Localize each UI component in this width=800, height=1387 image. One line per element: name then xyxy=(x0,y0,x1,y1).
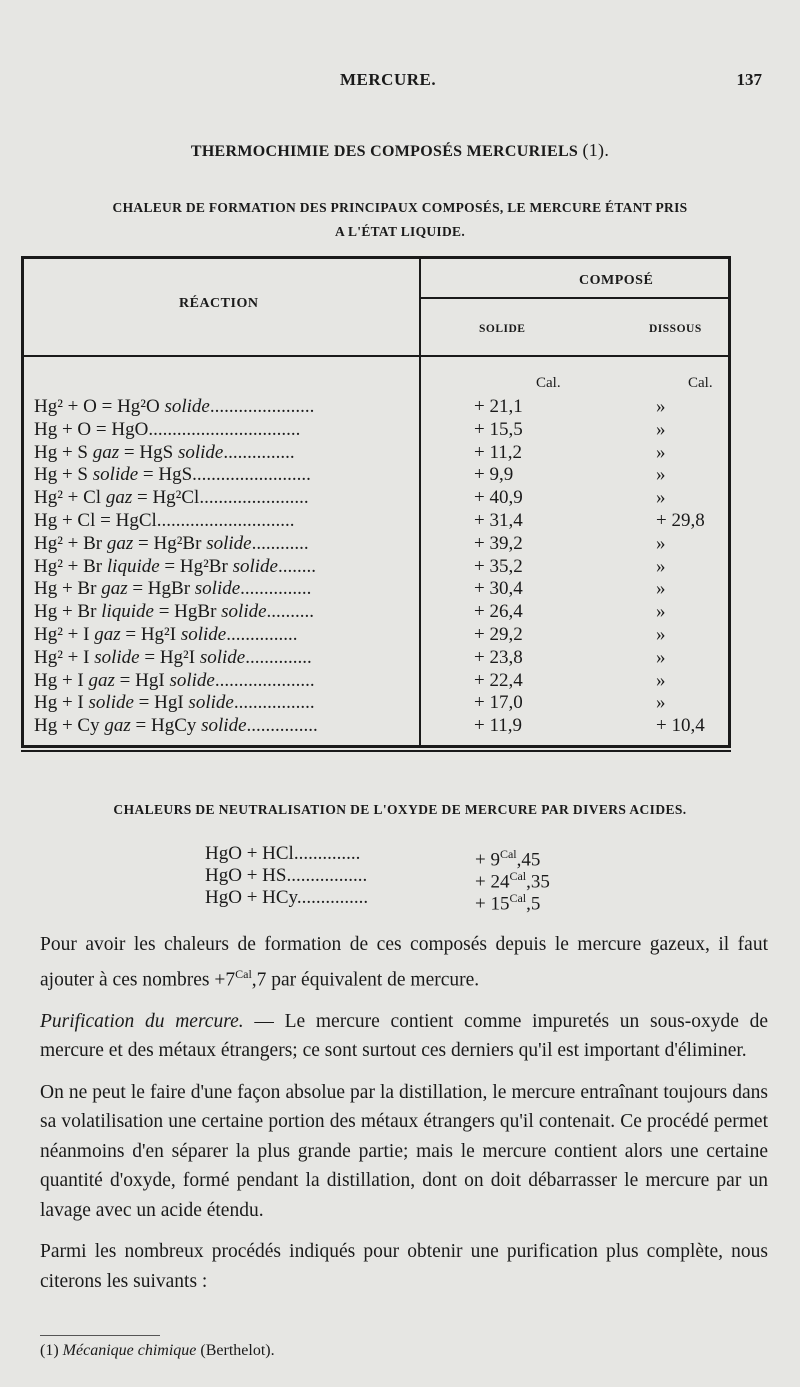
paragraph-2 xyxy=(40,1007,768,1066)
header-reaction: RÉACTION xyxy=(179,296,259,311)
neutralisation-reaction: HgO + HCl.............. xyxy=(205,843,361,864)
reaction-it2: solide xyxy=(199,646,246,668)
reaction-mid: = Hg²Br xyxy=(133,532,207,554)
table-row xyxy=(34,419,724,442)
reaction-mid: = HgCy xyxy=(130,715,202,737)
reaction-it: gaz xyxy=(94,623,121,645)
footnote xyxy=(40,1342,275,1360)
reaction-pre: Hg² + Br xyxy=(34,555,107,577)
reaction-it: solide xyxy=(94,646,140,668)
reaction-mid: = Hg²Br xyxy=(159,555,233,577)
reaction-equation xyxy=(34,510,414,533)
reaction-mid: = Hg²I xyxy=(139,646,200,668)
reaction-equation xyxy=(34,601,414,624)
reaction-equation xyxy=(34,396,414,419)
reaction-dots: ..................... xyxy=(214,669,315,691)
dissous-value: » xyxy=(656,692,666,714)
footnote-author: (Berthelot). xyxy=(196,1342,275,1359)
compose-header-rule xyxy=(419,297,728,299)
neutralisation-row xyxy=(205,865,625,893)
reaction-it2: solide xyxy=(232,555,278,577)
reaction-dots: ........ xyxy=(277,555,316,577)
reaction-pre: Hg² + O = Hg²O xyxy=(34,396,165,417)
reaction-equation xyxy=(34,556,414,579)
reaction-dots: .............. xyxy=(245,646,312,668)
solid-value: + 30,4 xyxy=(474,578,523,600)
table-row xyxy=(34,556,724,579)
reaction-mid: = Hg²Cl xyxy=(132,487,200,509)
dissous-value: » xyxy=(656,555,666,577)
reaction-it: gaz xyxy=(92,441,120,463)
reaction-it: gaz xyxy=(88,669,115,691)
reaction-mid: = HgBr xyxy=(127,578,195,600)
reaction-mid: = HgI xyxy=(114,669,170,691)
paragraph-1-text-a: Pour avoir les chaleurs de formation de ces composés depuis le mercure gazeux, il faut ajouter à ces nombres +7 xyxy=(40,934,768,990)
dissous-value: » xyxy=(656,578,666,600)
reaction-it: solide xyxy=(92,464,139,486)
section-title xyxy=(0,140,800,161)
reaction-equation xyxy=(34,464,414,487)
header-solide: SOLIDE xyxy=(479,323,526,335)
header-bottom-rule xyxy=(24,355,728,357)
value-unit: Cal xyxy=(499,847,517,861)
reaction-equation xyxy=(34,578,414,601)
reaction-it: gaz xyxy=(101,578,128,600)
reaction-it2: solide xyxy=(206,532,252,554)
solid-value: + 29,2 xyxy=(474,623,523,645)
value-decimal: ,5 xyxy=(526,893,541,915)
reaction-it: gaz xyxy=(104,715,131,737)
table-row xyxy=(34,647,724,670)
page-number: 137 xyxy=(736,70,762,89)
reaction-dots: ............... xyxy=(226,623,298,645)
reaction-it2: solide xyxy=(169,669,215,691)
reaction-pre: Hg² + Cl xyxy=(34,487,106,509)
reaction-pre: Hg + S xyxy=(34,441,93,463)
paragraph-4: Parmi les nombreux procédés indiqués pour obtenir une purification plus complète, nous citerons les suivants : xyxy=(40,1241,768,1292)
value-main: + 15 xyxy=(475,893,510,915)
reaction-dots: ................. xyxy=(233,692,315,714)
reaction-equation xyxy=(34,670,414,693)
reaction-mid: = HgS xyxy=(119,441,178,463)
reaction-it: gaz xyxy=(105,487,133,509)
dissous-value: » xyxy=(656,669,666,691)
reaction-it: liquide xyxy=(101,601,154,623)
reaction-mid: = Hg²I xyxy=(120,623,181,645)
neutralisation-reaction: HgO + HS................. xyxy=(205,865,368,886)
paragraph-1 xyxy=(40,930,768,995)
paragraph-1-superscript: Cal xyxy=(235,966,252,981)
solid-value: + 23,8 xyxy=(474,646,523,668)
solid-value: + 15,5 xyxy=(474,418,523,440)
reaction-equation xyxy=(34,715,414,738)
reaction-dots: ...................... xyxy=(209,396,315,417)
table-caption-line-2: A L'ÉTAT LIQUIDE. xyxy=(334,224,465,239)
dissous-value: » xyxy=(656,464,666,486)
reaction-dots: ............ xyxy=(251,532,309,554)
section-title-text: THERMOCHIMIE DES COMPOSÉS MERCURIELS xyxy=(190,143,579,160)
neutralisation-list xyxy=(205,843,625,915)
value-unit: Cal xyxy=(509,869,527,883)
dissous-value: » xyxy=(656,532,666,554)
reaction-pre: Hg + Cl = HgCl xyxy=(34,509,157,531)
table-caption-line-1: CHALEUR DE FORMATION DES PRINCIPAUX COMPOSÉS, LE MERCURE ÉTANT PRIS xyxy=(112,200,688,215)
reaction-dots: ......................... xyxy=(192,464,311,486)
value-decimal: ,35 xyxy=(526,871,550,893)
reaction-equation xyxy=(34,692,414,715)
solid-value: + 21,1 xyxy=(474,396,523,417)
paragraph-1-text-b: ,7 par équivalent de mercure. xyxy=(251,969,480,990)
reaction-dots: ....................... xyxy=(199,487,309,509)
footnote-reference: (1). xyxy=(582,140,610,160)
reaction-pre: Hg² + I xyxy=(34,646,95,668)
reaction-equation xyxy=(34,419,414,442)
reaction-it2: solide xyxy=(201,715,247,737)
value-decimal: ,45 xyxy=(516,849,541,871)
reaction-equation xyxy=(34,533,414,556)
reaction-mid: = HgI xyxy=(133,692,189,714)
solid-value: + 9,9 xyxy=(474,464,514,486)
table-row xyxy=(34,601,724,624)
table-caption xyxy=(60,196,740,244)
dissous-value: » xyxy=(656,396,666,417)
dissous-value: » xyxy=(656,646,666,668)
table-row xyxy=(34,487,724,510)
reaction-pre: Hg² + Br xyxy=(34,532,107,554)
reaction-it2: solide xyxy=(177,441,224,463)
table-row xyxy=(34,510,724,533)
reaction-pre: Hg + S xyxy=(34,464,93,486)
solid-value: + 40,9 xyxy=(474,487,523,509)
reaction-it: solide xyxy=(88,692,134,714)
solid-value: + 39,2 xyxy=(474,532,523,554)
value-main: + 24 xyxy=(475,871,510,893)
table-body xyxy=(34,396,724,738)
reaction-it: liquide xyxy=(106,555,160,577)
reaction-dots: ............... xyxy=(223,441,295,463)
running-head xyxy=(40,70,762,94)
footnote-number: (1) xyxy=(40,1342,63,1359)
header-compose: COMPOSÉ xyxy=(579,273,654,288)
neutralisation-title: CHALEURS DE NEUTRALISATION DE L'OXYDE DE MERCURE PAR DIVERS ACIDES. xyxy=(113,802,687,817)
footnote-title: Mécanique chimique xyxy=(62,1342,197,1359)
table-row xyxy=(34,464,724,487)
reaction-equation xyxy=(34,624,414,647)
dissous-value: + 10,4 xyxy=(656,715,705,737)
formation-heat-table xyxy=(21,256,731,748)
reaction-dots: ............... xyxy=(240,578,312,600)
reaction-it2: solide xyxy=(194,578,241,600)
table-row xyxy=(34,670,724,693)
reaction-dots: ............... xyxy=(246,715,318,737)
unit-solid: Cal. xyxy=(536,375,561,391)
paragraph-2-text: — Le mercure contient comme impuretés un sous-oxyde de mercure et des métaux étrangers; ce sont surtout ces derniers qu'il est important d'éliminer. xyxy=(40,1010,768,1061)
reaction-it2: solide xyxy=(188,692,234,714)
paragraph-3: On ne peut le faire d'une façon absolue par la distillation, le mercure entraînant toujours dans sa volatilisation une certaine portion des métaux étrangers qu'il contenait. Ce procédé permet néanmoins d'en séparer la plus grande partie; mais le mercure contient alors une certaine quantité d'oxyde, formé pendant la distillation, dont on doit débarrasser le mercure par un lavage avec un acide étendu. xyxy=(40,1081,768,1221)
body-text xyxy=(40,930,768,1308)
reaction-equation xyxy=(34,442,414,465)
neutralisation-row xyxy=(205,887,625,915)
reaction-equation xyxy=(34,487,414,510)
solid-value: + 35,2 xyxy=(474,555,523,577)
reaction-pre: Hg + Br xyxy=(34,601,102,623)
header-dissous: DISSOUS xyxy=(649,323,702,335)
reaction-it2: solide xyxy=(180,623,227,645)
reaction-pre: Hg + I xyxy=(34,692,89,714)
dissous-value: » xyxy=(656,601,666,623)
solid-value: + 11,9 xyxy=(474,715,523,737)
solid-value: + 31,4 xyxy=(474,509,523,531)
dissous-value: + 29,8 xyxy=(656,509,705,531)
table-row xyxy=(34,624,724,647)
table-row xyxy=(34,533,724,556)
solid-value: + 26,4 xyxy=(474,601,523,623)
reaction-it2: solide xyxy=(221,601,267,623)
unit-dissous: Cal. xyxy=(688,375,713,391)
neutralisation-value xyxy=(475,887,540,915)
table-bottom-rule xyxy=(21,750,731,752)
running-head-title: MERCURE. xyxy=(340,70,437,89)
dissous-value: » xyxy=(656,623,666,645)
reaction-it: gaz xyxy=(106,532,134,554)
dissous-value: » xyxy=(656,418,666,440)
reaction-mid: = HgBr xyxy=(153,601,222,623)
table-row xyxy=(34,692,724,715)
neutralisation-reaction: HgO + HCy............... xyxy=(205,887,369,908)
dissous-value: » xyxy=(656,441,666,463)
table-row xyxy=(34,578,724,601)
table-row xyxy=(34,396,724,419)
reaction-pre: Hg + I xyxy=(34,669,89,691)
reaction-pre: Hg + Br xyxy=(34,578,102,600)
reaction-pre: Hg + Cy xyxy=(34,715,105,737)
reaction-it: solide xyxy=(164,396,210,417)
table-row xyxy=(34,715,724,738)
reaction-equation xyxy=(34,647,414,670)
reaction-pre: Hg + O = HgO xyxy=(34,418,149,440)
reaction-dots: ............................. xyxy=(156,509,295,531)
neutralisation-row xyxy=(205,843,625,871)
table-row xyxy=(34,442,724,465)
reaction-dots: ................................ xyxy=(148,418,301,440)
footnote-separator xyxy=(40,1335,160,1336)
reaction-pre: Hg² + I xyxy=(34,623,95,645)
value-unit: Cal xyxy=(509,891,527,905)
solid-value: + 17,0 xyxy=(474,692,523,714)
reaction-dots: .......... xyxy=(266,601,315,623)
paragraph-2-heading: Purification du mercure. xyxy=(40,1010,244,1032)
value-main: + 9 xyxy=(475,849,500,871)
solid-value: + 22,4 xyxy=(474,669,523,691)
reaction-mid: = HgS xyxy=(138,464,193,486)
solid-value: + 11,2 xyxy=(474,441,523,463)
dissous-value: » xyxy=(656,487,666,509)
